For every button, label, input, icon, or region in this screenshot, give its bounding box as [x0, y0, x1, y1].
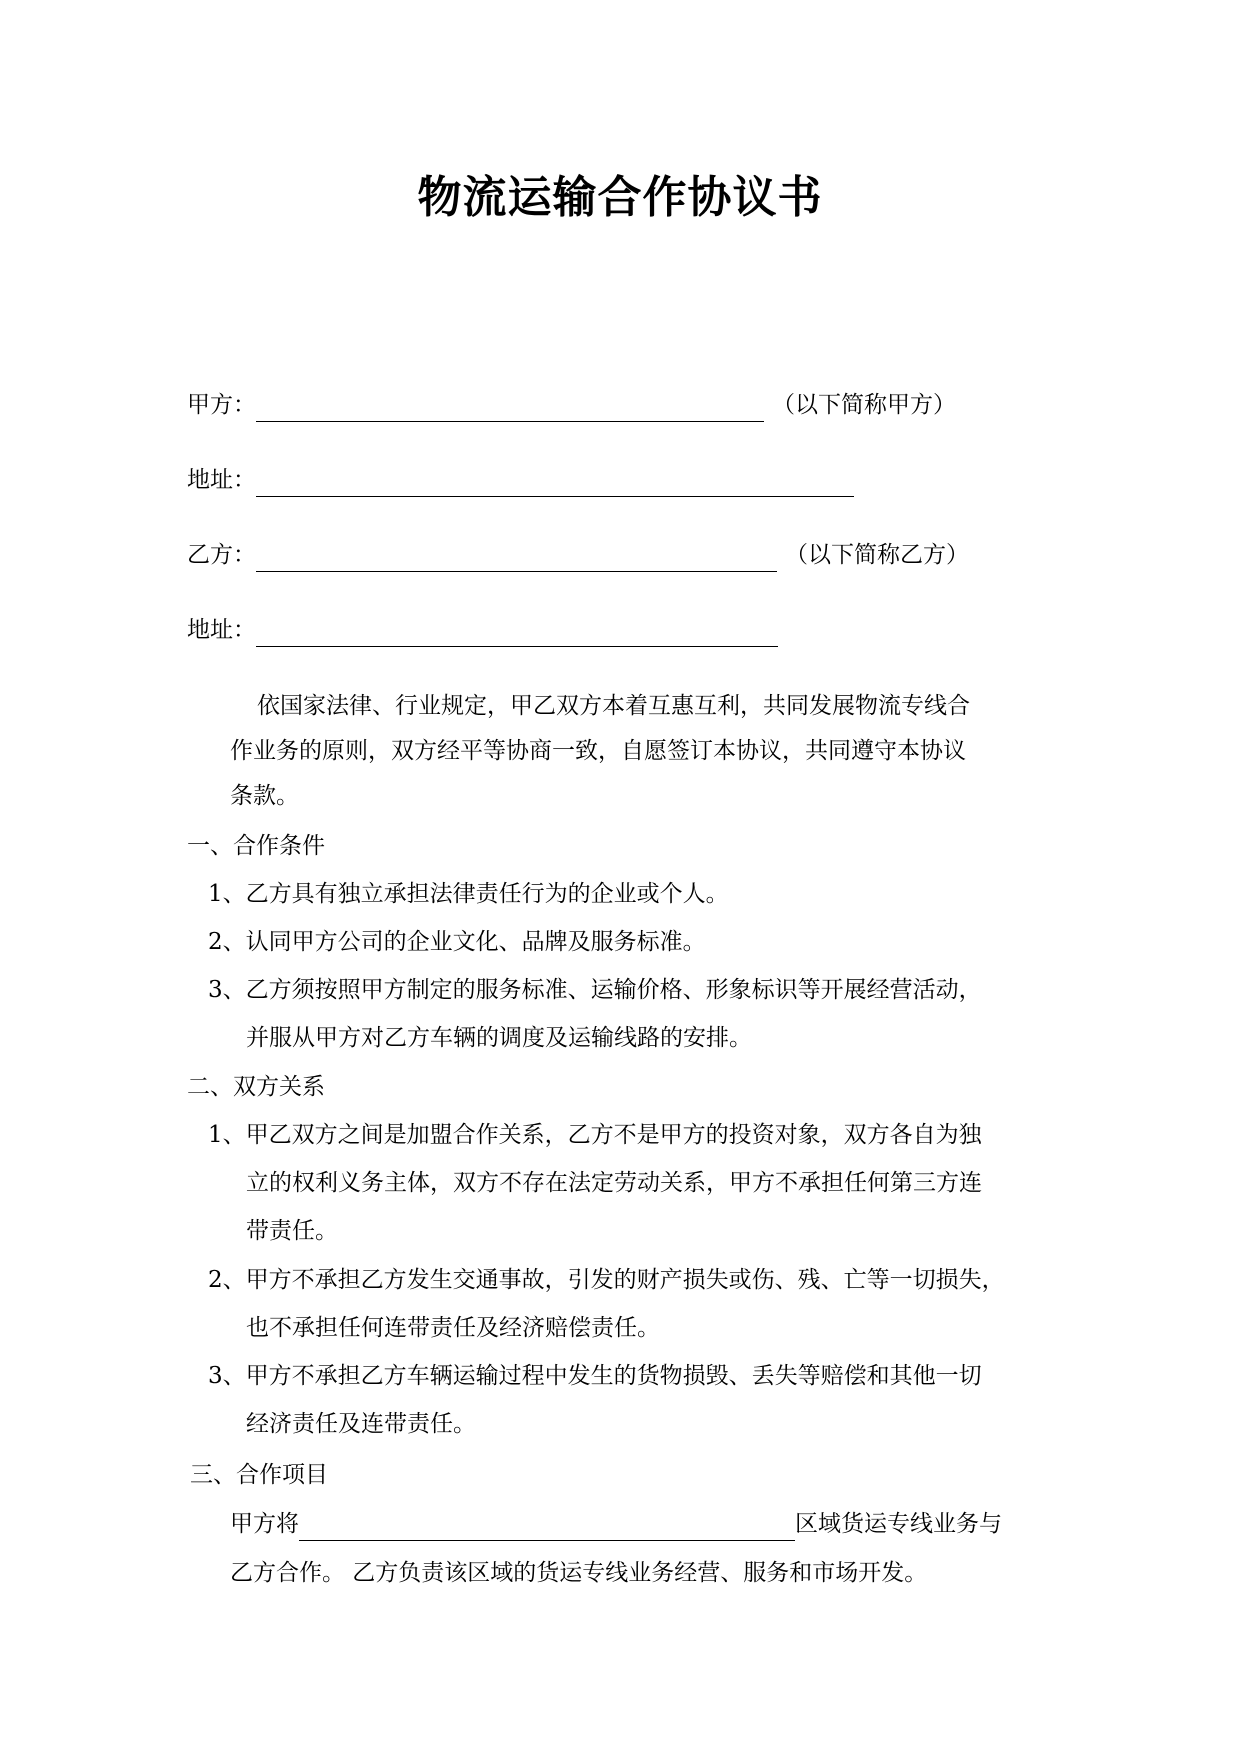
section-3-heading: 三、合作项目	[190, 1462, 328, 1488]
section-3-line-1	[230, 1507, 1002, 1541]
section-2-heading: 二、双方关系	[187, 1074, 325, 1100]
preamble-line-1: 依国家法律、行业规定，甲乙双方本着互惠互利，共同发展物流专线合	[257, 693, 970, 719]
section-2-item-2-line-1: 2、甲方不承担乙方发生交通事故，引发的财产损失或伤、残、亡等一切损失，	[208, 1267, 1005, 1293]
party-a-suffix: （以下简称甲方）	[772, 392, 956, 418]
address-a-blank[interactable]	[256, 470, 854, 497]
party-a-row	[187, 388, 956, 422]
section-3-prefix: 甲方将	[230, 1511, 299, 1537]
party-a-blank[interactable]	[256, 395, 764, 422]
section-1-item-2: 2、认同甲方公司的企业文化、品牌及服务标准。	[208, 929, 706, 955]
section-1-item-1: 1、乙方具有独立承担法律责任行为的企业或个人。	[208, 881, 729, 907]
party-a-label: 甲方：	[187, 392, 256, 418]
section-1-item-3-line-2: 并服从甲方对乙方车辆的调度及运输线路的安排。	[246, 1025, 752, 1051]
address-b-row	[187, 613, 778, 647]
document-title: 物流运输合作协议书	[417, 172, 823, 223]
section-2-item-1-line-2: 立的权利义务主体，双方不存在法定劳动关系，甲方不承担任何第三方连	[246, 1170, 982, 1196]
party-b-label: 乙方：	[187, 542, 256, 568]
section-1-item-3-line-1: 3、乙方须按照甲方制定的服务标准、运输价格、形象标识等开展经营活动，	[208, 977, 982, 1003]
section-2-item-3-line-1: 3、甲方不承担乙方车辆运输过程中发生的货物损毁、丢失等赔偿和其他一切	[208, 1363, 982, 1389]
address-b-label: 地址：	[187, 617, 256, 643]
address-b-blank[interactable]	[256, 620, 778, 647]
section-3-suffix: 区域货运专线业务与	[795, 1511, 1002, 1537]
address-a-row	[187, 463, 854, 497]
party-b-suffix: （以下简称乙方）	[785, 542, 969, 568]
preamble-line-2: 作业务的原则，双方经平等协商一致，自愿签订本协议，共同遵守本协议	[230, 738, 966, 764]
preamble-line-3: 条款。	[230, 783, 299, 809]
section-3-line-2: 乙方合作。 乙方负责该区域的货运专线业务经营、服务和市场开发。	[230, 1560, 928, 1586]
section-1-heading: 一、合作条件	[187, 833, 325, 859]
party-b-row	[187, 538, 969, 572]
section-2-item-1-line-3: 带责任。	[246, 1218, 338, 1244]
section-2-item-1-line-1: 1、甲乙双方之间是加盟合作关系，乙方不是甲方的投资对象，双方各自为独	[208, 1122, 982, 1148]
address-a-label: 地址：	[187, 467, 256, 493]
region-blank[interactable]	[299, 1514, 795, 1541]
section-2-item-3-line-2: 经济责任及连带责任。	[246, 1411, 476, 1437]
party-b-blank[interactable]	[256, 545, 777, 572]
section-2-item-2-line-2: 也不承担任何连带责任及经济赔偿责任。	[246, 1315, 660, 1341]
